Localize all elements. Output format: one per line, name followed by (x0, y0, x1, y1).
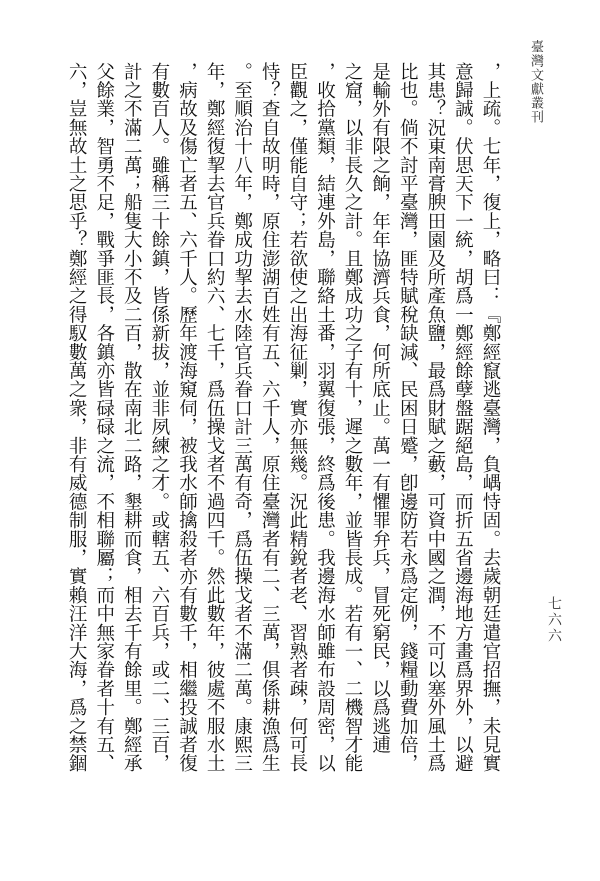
body-text (4, 62, 504, 862)
text-column: 有數百人。雖稱三十餘鎮，皆係新拔，並非夙練之才。或轄五、六百兵，或二、三百， (148, 62, 170, 773)
page-number: 七六六 (546, 596, 562, 644)
text-column: ，病故及傷亡者五、六千人。歷年渡海窺伺，被我水師擒殺者亦有數千，相繼投誠者復 (176, 62, 198, 773)
text-column: 父餘業，智勇不足，戰爭匪長，各鎮亦皆碌碌之流，不相聯屬；而中無家眷者十有五、 (93, 62, 115, 773)
text-column: 計之不滿二萬；船隻大小不及二百，散在南北二路，墾耕而食，相去千有餘里。鄭經承 (121, 62, 143, 773)
text-column: 六，豈無故土之思乎？鄭經之得馭數萬之衆，非有威德制服，實賴汪洋大海，爲之禁錮 (66, 62, 88, 773)
text-column: 臣觀之，僅能自守；若欲使之出海征剿，實亦無幾。況此精銳者老、習熟者疎，何可長 (286, 62, 308, 773)
text-column: 。至順治十八年，鄭成功挈去水陸官兵眷口計三萬有奇，爲伍操戈者不滿二萬。康熙三 (231, 62, 253, 773)
running-header: 臺灣文獻叢刊 (528, 40, 543, 124)
text-column: ，上疏。七年，復上，略曰：『鄭經竄逃臺灣，負嵎恃固。去歲朝廷遣官招撫，未見實 (480, 62, 501, 773)
text-column: 恃？查自故明時，原住澎湖百姓有五、六千人，原住臺灣者有二、三萬，俱係耕漁爲生 (259, 62, 281, 773)
text-column: 其患？況東南膏腴田園及所產魚鹽，最爲財賦之藪，可資中國之潤，不可以塞外風土爲 (424, 62, 446, 773)
text-column: 是輸外有限之餉，年年協濟兵食，何所底止。萬一有懼罪弁兵，冒死窮民，以爲逃逋 (369, 62, 391, 754)
text-column: 意歸誠。伏思天下一統，胡爲一鄭經餘孽盤踞絕島，而折五省邊海地方畫爲界外，以避 (452, 62, 474, 773)
text-column: 年，鄭經復挈去官兵眷口約六、七千，爲伍操戈者不過四千。然此數年，彼處不服水土 (204, 62, 226, 773)
text-column: 之窟，以非長久之計。且鄭成功之子有十，遲之數年，並皆長成。若有一、二機智才能 (342, 62, 364, 773)
text-column: 比也。倘不討平臺灣，匪特賦稅缺減、民困日蹙，卽邊防若永爲定例，錢糧動費加倍， (397, 62, 419, 773)
text-column: ，收拾黨類，結連外島，聯絡土番，羽翼復張，終爲後患。我邊海水師雖布設周密，以 (314, 62, 336, 773)
